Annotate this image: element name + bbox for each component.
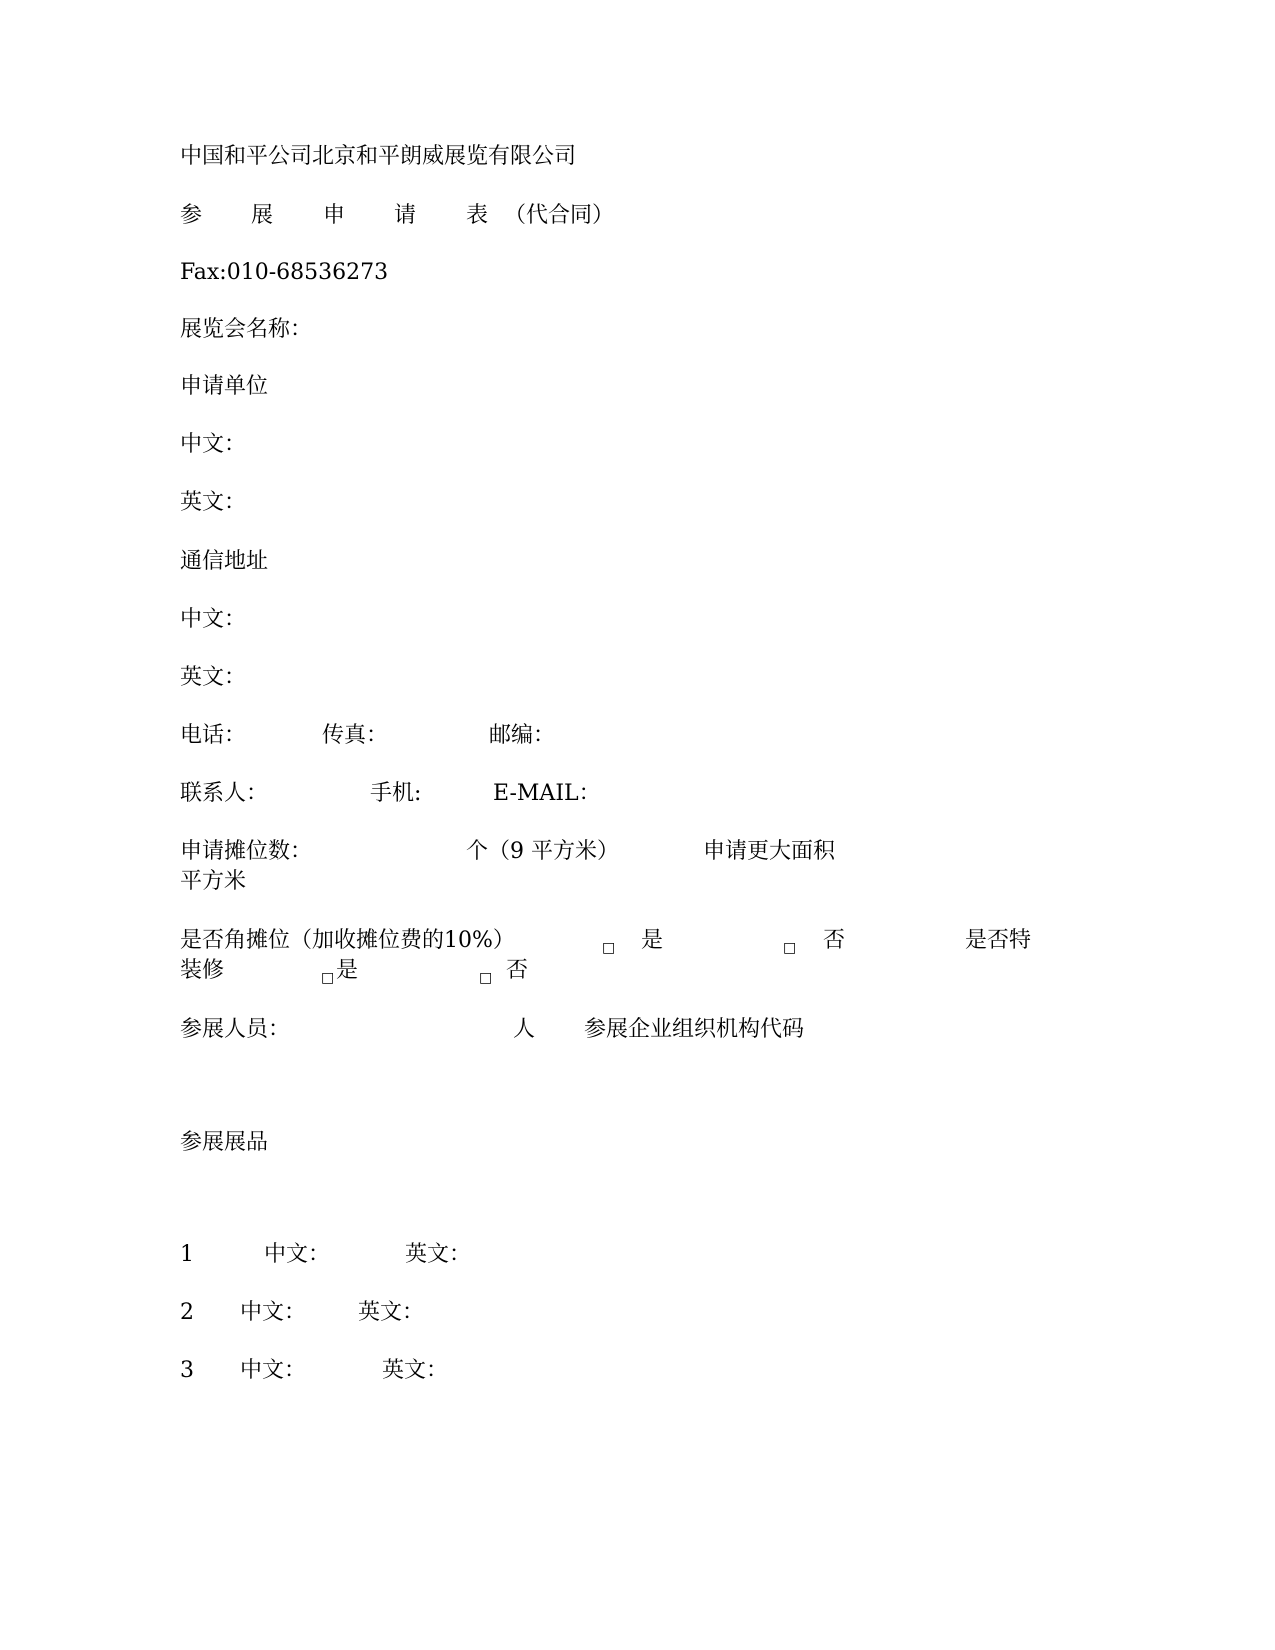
form-title-char: 申	[323, 203, 346, 228]
form-title	[180, 202, 680, 230]
booth-count-label: 申请摊位数：	[180, 839, 313, 864]
special-yes-checkbox[interactable]: □	[321, 970, 335, 986]
form-title-char: 参	[180, 203, 203, 228]
corner-booth-label: 是否角摊位（加收摊位费的10%）	[180, 928, 515, 953]
org-code-label: 参展企业组织机构代码	[584, 1017, 805, 1042]
contact-row-2	[180, 780, 680, 808]
exhibit-cn-label: 中文：	[240, 1300, 307, 1325]
applicant-section-label: 申请单位	[180, 374, 269, 399]
staff-label: 参展人员：	[180, 1017, 291, 1042]
exhibit-number: 1	[180, 1242, 194, 1267]
applicant-cn-label: 中文：	[180, 432, 247, 457]
corner-booth-row	[180, 927, 1060, 955]
postcode-label: 邮编：	[489, 723, 556, 748]
exhibit-cn-label: 中文：	[240, 1358, 307, 1383]
exhibit-row	[180, 1299, 580, 1327]
special-yes-label: 是	[336, 958, 359, 983]
special-decoration-label-cont: 装修	[180, 958, 225, 983]
exhibit-row	[180, 1241, 580, 1269]
email-label: E-MAIL：	[493, 781, 601, 806]
staff-row	[180, 1016, 880, 1044]
exhibit-en-label: 英文：	[382, 1358, 449, 1383]
special-decoration-row	[180, 957, 680, 985]
exhibit-number: 2	[180, 1300, 194, 1325]
exhibits-section-label: 参展展品	[180, 1130, 269, 1155]
corner-no-checkbox[interactable]: □	[783, 940, 797, 956]
applicant-en-label: 英文：	[180, 490, 247, 515]
special-no-label: 否	[506, 958, 529, 983]
booth-sqm-label: 平方米	[180, 869, 247, 894]
corner-no-label: 否	[823, 928, 846, 953]
mobile-label: 手机:	[370, 781, 422, 806]
booth-unit-label: 个（9 平方米）	[466, 839, 619, 864]
special-no-checkbox[interactable]: □	[479, 970, 493, 986]
form-title-char: 展	[251, 203, 274, 228]
corner-yes-checkbox[interactable]: □	[602, 940, 616, 956]
address-en-label: 英文：	[180, 665, 247, 690]
address-section-label: 通信地址	[180, 549, 269, 574]
larger-area-label: 申请更大面积	[703, 839, 836, 864]
exhibit-number: 3	[180, 1358, 194, 1383]
contact-person-label: 联系人：	[180, 781, 269, 806]
fax-number: Fax:010-68536273	[180, 260, 389, 285]
exhibit-en-label: 英文：	[405, 1242, 472, 1267]
staff-unit-label: 人	[513, 1017, 536, 1042]
address-cn-label: 中文：	[180, 607, 247, 632]
exhibit-row	[180, 1357, 580, 1385]
exhibition-name-label: 展览会名称：	[180, 317, 313, 342]
fax-label: 传真：	[322, 723, 389, 748]
exhibit-en-label: 英文：	[358, 1300, 425, 1325]
exhibit-cn-label: 中文：	[264, 1242, 331, 1267]
contact-row-1	[180, 722, 680, 750]
special-decoration-label: 是否特	[965, 928, 1032, 953]
corner-yes-label: 是	[641, 928, 664, 953]
booth-count-row	[180, 838, 880, 866]
form-title-suffix: （代合同）	[504, 203, 615, 228]
phone-label: 电话：	[180, 723, 247, 748]
company-name: 中国和平公司北京和平朗威展览有限公司	[180, 144, 577, 169]
form-title-char: 请	[394, 203, 417, 228]
form-title-char: 表	[466, 203, 489, 228]
